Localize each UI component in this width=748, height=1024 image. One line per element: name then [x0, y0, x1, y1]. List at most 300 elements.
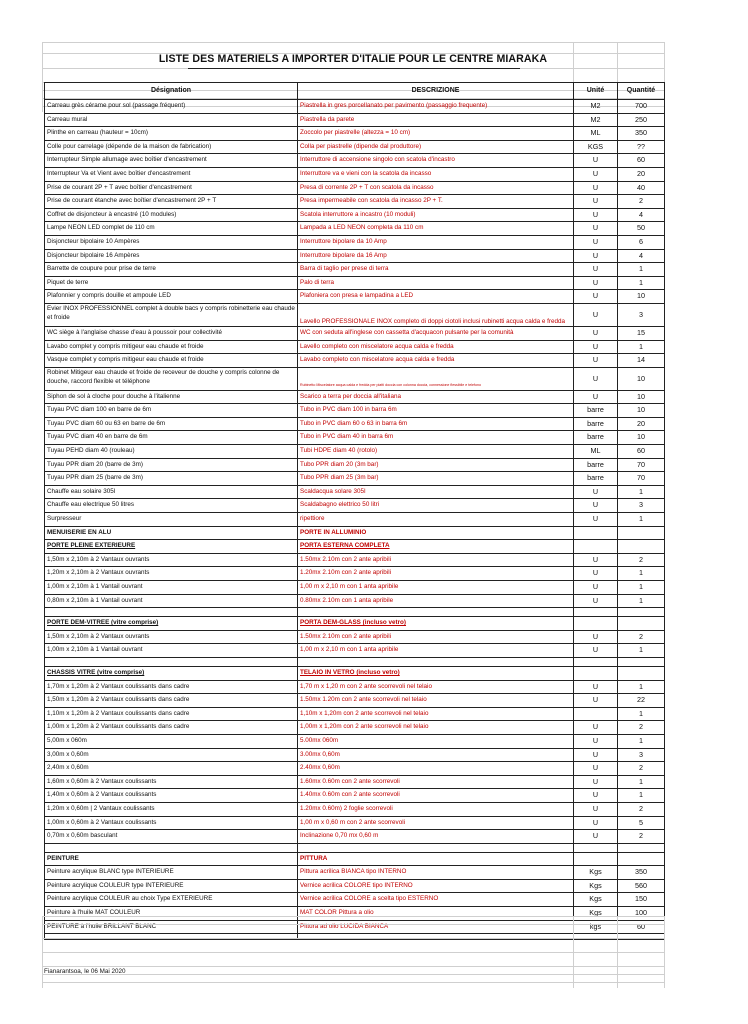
- quantite-cell: ??: [618, 140, 665, 154]
- unite-cell: [574, 540, 618, 554]
- spacer-cell: [298, 657, 574, 666]
- descrizione-cell: Interruttore bipolare da 16 Amp: [298, 249, 574, 263]
- quantite-cell: 100: [618, 907, 665, 921]
- quantite-cell: 2: [618, 553, 665, 567]
- unite-cell: Kgs: [574, 893, 618, 907]
- quantite-cell: 20: [618, 167, 665, 181]
- spacer-row: [45, 657, 665, 666]
- quantite-cell: 2: [618, 630, 665, 644]
- designation-cell: Vasque complet y compris mitigeur eau chaude et froide: [45, 354, 298, 368]
- descrizione-cell: 5.00mx 060m: [298, 734, 574, 748]
- unite-cell: U: [574, 567, 618, 581]
- designation-cell: 1,20m x 0,60m | 2 Vantaux coulissants: [45, 802, 298, 816]
- descrizione-cell: Presa impermeabile con scatola da incasso 2P + T.: [298, 195, 574, 209]
- quantite-cell: 2: [618, 830, 665, 844]
- designation-cell: Prise de courant étanche avec boîtier d'encastrement 2P + T: [45, 195, 298, 209]
- table-row: [45, 431, 665, 445]
- quantite-cell: 350: [618, 127, 665, 141]
- quantite-cell: 3: [618, 303, 665, 326]
- descrizione-cell: 1,10m x 1,20m con 2 ante scorrevoli nel telaio: [298, 707, 574, 721]
- descrizione-cell: Tubo PPR diam 20 (3m bar): [298, 458, 574, 472]
- table-row: [45, 181, 665, 195]
- descrizione-cell: Scaldabagno elettrico 50 litri: [298, 499, 574, 513]
- quantite-cell: 3: [618, 499, 665, 513]
- unite-cell: U: [574, 154, 618, 168]
- quantite-cell: 2: [618, 802, 665, 816]
- table-row: [45, 458, 665, 472]
- unite-cell: U: [574, 276, 618, 290]
- table-row: [45, 127, 665, 141]
- header-quantite: Quantité: [618, 83, 665, 100]
- table-row: [45, 167, 665, 181]
- unite-cell: [574, 666, 618, 680]
- designation-cell: Evier INOX PROFESSIONNEL complet à double bacs y compris robinetterie eau chaude et froide: [45, 303, 298, 326]
- designation-cell: MENUISERIE EN ALU: [45, 526, 298, 540]
- table-row: [45, 367, 665, 390]
- designation-cell: Colle pour carrelage (dépende de la maison de fabrication): [45, 140, 298, 154]
- footer-date: Fianarantsoa, le 06 Mai 2020: [44, 968, 126, 975]
- designation-cell: Tuyau PVC diam 60 ou 63 en barre de 6m: [45, 417, 298, 431]
- descrizione-cell: 1.60mx 0.60m con 2 ante scorrevoli: [298, 775, 574, 789]
- descrizione-cell: Colla per piastrelle (dipende dal produttore): [298, 140, 574, 154]
- designation-cell: Tuyau PPR diam 25 (barre de 3m): [45, 472, 298, 486]
- quantite-cell: 1: [618, 789, 665, 803]
- table-row: [45, 694, 665, 708]
- unite-cell: U: [574, 721, 618, 735]
- descrizione-cell: 1.20mx 2.10m con 2 ante apribili: [298, 567, 574, 581]
- quantite-cell: 700: [618, 100, 665, 114]
- table-row: [45, 567, 665, 581]
- descrizione-cell: Scaldacqua solare 305l: [298, 485, 574, 499]
- quantite-cell: [618, 617, 665, 631]
- quantite-cell: 22: [618, 694, 665, 708]
- table-row: [45, 485, 665, 499]
- quantite-cell: 60: [618, 154, 665, 168]
- designation-cell: Coffret de disjoncteur à encastré (10 modules): [45, 208, 298, 222]
- unite-cell: Kgs: [574, 879, 618, 893]
- spacer-cell: [618, 843, 665, 852]
- unite-cell: U: [574, 802, 618, 816]
- materials-table: [44, 82, 665, 940]
- unite-cell: KGS: [574, 140, 618, 154]
- descrizione-cell: Interruttore di accensione singolo con scatola d'incastro: [298, 154, 574, 168]
- unite-cell: U: [574, 235, 618, 249]
- designation-cell: 1,50m x 1,20m à 2 Vantaux coulissants dans cadre: [45, 694, 298, 708]
- designation-cell: 1,00m x 2,10m à 1 Vantail ouvrant: [45, 581, 298, 595]
- unite-cell: U: [574, 326, 618, 340]
- quantite-cell: 1: [618, 485, 665, 499]
- unite-cell: Kgs: [574, 907, 618, 921]
- designation-cell: Siphon de sol à cloche pour douche à l'italienne: [45, 390, 298, 404]
- descrizione-cell: 2.40mx 0,60m: [298, 762, 574, 776]
- descrizione-cell: PORTA DEM-GLASS (incluso vetro): [298, 617, 574, 631]
- descrizione-cell: 1.20mx 0.60m) 2 foglie scorrevoli: [298, 802, 574, 816]
- unite-cell: [574, 617, 618, 631]
- bottom-grid: [42, 916, 664, 988]
- table-row: [45, 113, 665, 127]
- table-row: [45, 472, 665, 486]
- descrizione-cell: Piastrella in gres porcellanato per pavimento (passaggio frequente): [298, 100, 574, 114]
- quantite-cell: 15: [618, 326, 665, 340]
- table-row: [45, 326, 665, 340]
- spacer-cell: [574, 657, 618, 666]
- quantite-cell: 560: [618, 879, 665, 893]
- table-row: [45, 734, 665, 748]
- unite-cell: U: [574, 553, 618, 567]
- unite-cell: U: [574, 290, 618, 304]
- table-row: [45, 581, 665, 595]
- descrizione-cell: Lampada a LED NEON completa da 110 cm: [298, 222, 574, 236]
- unite-cell: U: [574, 762, 618, 776]
- designation-cell: 1,10m x 1,20m à 2 Vantaux coulissants dans cadre: [45, 707, 298, 721]
- quantite-cell: 1: [618, 263, 665, 277]
- unite-cell: U: [574, 181, 618, 195]
- spacer-cell: [618, 608, 665, 617]
- table-row: [45, 594, 665, 608]
- table-row: [45, 680, 665, 694]
- descrizione-cell: Palo di terra: [298, 276, 574, 290]
- quantite-cell: [618, 540, 665, 554]
- designation-cell: 0,70m x 0,60m basculant: [45, 830, 298, 844]
- quantite-cell: 1: [618, 734, 665, 748]
- quantite-cell: 6: [618, 235, 665, 249]
- designation-cell: Lavabo complet y compris mitigeur eau chaude et froide: [45, 340, 298, 354]
- unite-cell: barre: [574, 417, 618, 431]
- table-row: [45, 354, 665, 368]
- designation-cell: Chauffe eau electrique 50 litres: [45, 499, 298, 513]
- unite-cell: U: [574, 367, 618, 390]
- quantite-cell: 250: [618, 113, 665, 127]
- unite-cell: U: [574, 644, 618, 658]
- unite-cell: U: [574, 630, 618, 644]
- table-row: [45, 540, 665, 554]
- table-row: [45, 154, 665, 168]
- table-row: [45, 526, 665, 540]
- unite-cell: U: [574, 694, 618, 708]
- table-row: [45, 340, 665, 354]
- descrizione-cell: 1.40mx 0.60m con 2 ante scorrevoli: [298, 789, 574, 803]
- designation-cell: Plafonnier y compris douille et ampoule LED: [45, 290, 298, 304]
- quantite-cell: 2: [618, 762, 665, 776]
- unite-cell: U: [574, 734, 618, 748]
- descrizione-cell: Tubo PPR diam 25 (3m bar): [298, 472, 574, 486]
- table-row: [45, 775, 665, 789]
- quantite-cell: 70: [618, 458, 665, 472]
- descrizione-cell: 1.50mx 2.10m con 2 ante apribili: [298, 630, 574, 644]
- designation-cell: Robinet Mitigeur eau chaude et froide de receveur de douche y compris colonne de douche, raccord flexible et téléphone: [45, 367, 298, 390]
- table-row: [45, 100, 665, 114]
- designation-cell: Peinture acrylique BLANC type INTERIEURE: [45, 866, 298, 880]
- table-row: [45, 404, 665, 418]
- descrizione-cell: Vernice acrilica COLORE a scelta tipo ESTERNO: [298, 893, 574, 907]
- designation-cell: 1,40m x 0,60m à 2 Vantaux coulissants: [45, 789, 298, 803]
- quantite-cell: 1: [618, 644, 665, 658]
- table-row: [45, 816, 665, 830]
- unite-cell: kgs: [574, 920, 618, 934]
- unite-cell: U: [574, 249, 618, 263]
- descrizione-cell: Inclinazione 0,70 mx 0,60 m: [298, 830, 574, 844]
- unite-cell: U: [574, 816, 618, 830]
- unite-cell: [574, 526, 618, 540]
- quantite-cell: 10: [618, 404, 665, 418]
- quantite-cell: 10: [618, 431, 665, 445]
- designation-cell: Peinture acrylique COULEUR type INTERIEURE: [45, 879, 298, 893]
- unite-cell: U: [574, 340, 618, 354]
- descrizione-cell: Tubo in PVC diam 100 in barra 6m: [298, 404, 574, 418]
- unite-cell: U: [574, 167, 618, 181]
- descrizione-cell: 1,70 m x 1,20 m con 2 ante scorrevoli nel telaio: [298, 680, 574, 694]
- unite-cell: U: [574, 499, 618, 513]
- designation-cell: 1,50m x 2,10m à 2 Vantaux ouvrants: [45, 553, 298, 567]
- unite-cell: U: [574, 263, 618, 277]
- quantite-cell: 1: [618, 340, 665, 354]
- descrizione-cell: Tubo in PVC diam 40 in barra 6m: [298, 431, 574, 445]
- designation-cell: 1,00m x 0,60m à 2 Vantaux coulissants: [45, 816, 298, 830]
- unite-cell: barre: [574, 431, 618, 445]
- designation-cell: PORTE PLEINE EXTERIEURE: [45, 540, 298, 554]
- descrizione-cell: WC con seduta all'inglese con cassetta d'acquacon pulsante per la comunità: [298, 326, 574, 340]
- descrizione-cell: ripettiore: [298, 513, 574, 527]
- quantite-cell: 10: [618, 290, 665, 304]
- designation-cell: Tuyau PVC diam 100 en barre de 6m: [45, 404, 298, 418]
- descrizione-cell: Lavello PROFESSIONALE INOX completo di doppi ciotoli inclusi rubinetti acqua calda e fredda: [298, 303, 574, 326]
- unite-cell: U: [574, 748, 618, 762]
- descrizione-cell: PORTA ESTERNA COMPLETA: [298, 540, 574, 554]
- descrizione-cell: Tubi HDPE diam 40 (rotolo): [298, 445, 574, 459]
- table-row: [45, 445, 665, 459]
- table-row: [45, 762, 665, 776]
- descrizione-cell: Barra di taglio per prese di terra: [298, 263, 574, 277]
- spacer-cell: [618, 657, 665, 666]
- designation-cell: WC siège à l'anglaise chasse d'eau à poussoir pour collectivité: [45, 326, 298, 340]
- table-row: [45, 140, 665, 154]
- spacer-cell: [298, 608, 574, 617]
- designation-cell: Carreau grès cérame pour sol (passage fréquent): [45, 100, 298, 114]
- descrizione-cell: Lavabo completo con miscelatore acqua calda e fredda: [298, 354, 574, 368]
- unite-cell: Kgs: [574, 866, 618, 880]
- unite-cell: barre: [574, 404, 618, 418]
- designation-cell: PEINTURE: [45, 852, 298, 866]
- table-row: [45, 553, 665, 567]
- quantite-cell: 2: [618, 721, 665, 735]
- table-row: [45, 852, 665, 866]
- quantite-cell: 1: [618, 594, 665, 608]
- quantite-cell: 4: [618, 249, 665, 263]
- quantite-cell: [618, 526, 665, 540]
- designation-cell: Interrupteur Va et Vient avec boîtier d'encastrement: [45, 167, 298, 181]
- table-row: [45, 617, 665, 631]
- descrizione-cell: 1.50mx 2.10m con 2 ante apribili: [298, 553, 574, 567]
- unite-cell: barre: [574, 472, 618, 486]
- quantite-cell: [618, 852, 665, 866]
- table-row: [45, 644, 665, 658]
- unite-cell: U: [574, 594, 618, 608]
- designation-cell: Surpresseur: [45, 513, 298, 527]
- table-row: [45, 879, 665, 893]
- designation-cell: Chauffe eau solaire 305l: [45, 485, 298, 499]
- descrizione-cell: Scatola interruttore a incastro (10 moduli): [298, 208, 574, 222]
- table-row: [45, 263, 665, 277]
- table-row: [45, 802, 665, 816]
- table-body: [45, 100, 665, 940]
- unite-cell: U: [574, 208, 618, 222]
- quantite-cell: [618, 666, 665, 680]
- quantite-cell: 5: [618, 816, 665, 830]
- quantite-cell: 1: [618, 276, 665, 290]
- designation-cell: 0,80m x 2,10m à 1 Vantail ouvrant: [45, 594, 298, 608]
- designation-cell: Piquet de terre: [45, 276, 298, 290]
- table-row: [45, 390, 665, 404]
- table-row: [45, 249, 665, 263]
- designation-cell: PEINTURE à l'huile BRILLANT BLANC: [45, 920, 298, 934]
- quantite-cell: 20: [618, 417, 665, 431]
- quantite-cell: 1: [618, 513, 665, 527]
- header-designation: Désignation: [45, 83, 298, 100]
- quantite-cell: 150: [618, 893, 665, 907]
- descrizione-cell: 1,00 m x 0,60 m con 2 ante scorrevoli: [298, 816, 574, 830]
- descrizione-cell: 1.50mx 1.20m con 2 ante scorrevoli nel telaio: [298, 694, 574, 708]
- table-row: [45, 630, 665, 644]
- designation-cell: CHASSIS VITRE (vitre comprise): [45, 666, 298, 680]
- descrizione-cell: Vernice acrilica COLORE tipo INTERNO: [298, 879, 574, 893]
- designation-cell: Lampe NEON LED complet de 110 cm: [45, 222, 298, 236]
- unite-cell: U: [574, 513, 618, 527]
- title-underline: [188, 68, 520, 69]
- table-row: [45, 830, 665, 844]
- table-row: [45, 499, 665, 513]
- unite-cell: U: [574, 775, 618, 789]
- designation-cell: 1,50m x 2,10m à 2 Vantaux ouvrants: [45, 630, 298, 644]
- quantite-cell: 10: [618, 367, 665, 390]
- table-row: [45, 290, 665, 304]
- unite-cell: ML: [574, 445, 618, 459]
- designation-cell: 1,70m x 1,20m à 2 Vantaux coulissants dans cadre: [45, 680, 298, 694]
- quantite-cell: 1: [618, 567, 665, 581]
- quantite-cell: 60: [618, 445, 665, 459]
- descrizione-cell: 1,00 m x 2,10 m con 1 anta apribile: [298, 581, 574, 595]
- unite-cell: U: [574, 789, 618, 803]
- table-row: [45, 208, 665, 222]
- quantite-cell: 1: [618, 775, 665, 789]
- descrizione-cell: Interruttore bipolare da 10 Amp: [298, 235, 574, 249]
- quantite-cell: 1: [618, 680, 665, 694]
- designation-cell: 5,00m x 060m: [45, 734, 298, 748]
- designation-cell: Tuyau PVC diam 40 en barre de 6m: [45, 431, 298, 445]
- table-row: [45, 195, 665, 209]
- designation-cell: 1,00m x 1,20m à 2 Vantaux coulissants dans cadre: [45, 721, 298, 735]
- designation-cell: 3,00m x 0,60m: [45, 748, 298, 762]
- document-title: LISTE DES MATERIELS A IMPORTER D'ITALIE POUR LE CENTRE MIARAKA: [158, 53, 548, 65]
- designation-cell: 1,60m x 0,60m à 2 Vantaux coulissants: [45, 775, 298, 789]
- table-row: [45, 417, 665, 431]
- descrizione-cell: Scarico a terra per doccia all'italiana: [298, 390, 574, 404]
- table-row: [45, 707, 665, 721]
- descrizione-cell: Zoccolo per piastrelle (altezza = 10 cm): [298, 127, 574, 141]
- spacer-cell: [298, 843, 574, 852]
- descrizione-cell: 1,00 m x 2,10 m con 1 anta apribile: [298, 644, 574, 658]
- table-row: [45, 721, 665, 735]
- designation-cell: Tuyau PEHD diam 40 (rouleau): [45, 445, 298, 459]
- unite-cell: [574, 707, 618, 721]
- header-unite: Unité: [574, 83, 618, 100]
- descrizione-cell: Pittura acrilica BIANCA tipo INTERNO: [298, 866, 574, 880]
- spacer-cell: [574, 608, 618, 617]
- descrizione-cell: Piastrella da parete: [298, 113, 574, 127]
- unite-cell: ML: [574, 127, 618, 141]
- unite-cell: barre: [574, 458, 618, 472]
- quantite-cell: 70: [618, 472, 665, 486]
- table-header-row: [45, 83, 665, 100]
- unite-cell: U: [574, 354, 618, 368]
- quantite-cell: 10: [618, 390, 665, 404]
- quantite-cell: 40: [618, 181, 665, 195]
- table-row: [45, 893, 665, 907]
- unite-cell: U: [574, 680, 618, 694]
- descrizione-cell: 0.80mx 2.10m con 1 anta apribile: [298, 594, 574, 608]
- table-row: [45, 222, 665, 236]
- spacer-cell: [574, 843, 618, 852]
- table-row: [45, 235, 665, 249]
- designation-cell: Disjoncteur bipolaire 16 Ampères: [45, 249, 298, 263]
- quantite-cell: 50: [618, 222, 665, 236]
- spacer-cell: [45, 657, 298, 666]
- unite-cell: M2: [574, 113, 618, 127]
- quantite-cell: 1: [618, 707, 665, 721]
- table-row: [45, 748, 665, 762]
- designation-cell: Peinture acrylique COULEUR au choix Type EXTERIEURE: [45, 893, 298, 907]
- designation-cell: Peinture à l'huile MAT COULEUR: [45, 907, 298, 921]
- designation-cell: Plinthe en carreau (hauteur = 10cm): [45, 127, 298, 141]
- designation-cell: Carreau mural: [45, 113, 298, 127]
- unite-cell: U: [574, 390, 618, 404]
- designation-cell: Interrupteur Simple allumage avec boîtier d'encastrement: [45, 154, 298, 168]
- header-descrizione: DESCRIZIONE: [298, 83, 574, 100]
- descrizione-cell: 1,00m x 1,20m con 2 ante scorrevoli nel telaio: [298, 721, 574, 735]
- descrizione-cell: Presa di corrente 2P + T con scatola da incasso: [298, 181, 574, 195]
- descrizione-cell: MAT COLOR Pittura a olio: [298, 907, 574, 921]
- descrizione-cell: Lavello completo con miscelatore acqua calda e fredda: [298, 340, 574, 354]
- spacer-row: [45, 608, 665, 617]
- unite-cell: U: [574, 485, 618, 499]
- table-row: [45, 513, 665, 527]
- unite-cell: U: [574, 222, 618, 236]
- unite-cell: U: [574, 195, 618, 209]
- quantite-cell: 14: [618, 354, 665, 368]
- designation-cell: 1,00m x 2,10m à 1 Vantail ouvrant: [45, 644, 298, 658]
- descrizione-cell: Plafoniera con presa e lampadina a LED: [298, 290, 574, 304]
- designation-cell: Disjoncteur bipolaire 10 Ampères: [45, 235, 298, 249]
- table-row: [45, 276, 665, 290]
- quantite-cell: 3: [618, 748, 665, 762]
- quantite-cell: 350: [618, 866, 665, 880]
- descrizione-cell: Pittura ad olio LUCIDA BIANCA: [298, 920, 574, 934]
- unite-cell: [574, 852, 618, 866]
- designation-cell: Barrette de coupure pour prise de terre: [45, 263, 298, 277]
- descrizione-cell: Rubinetto Miscelatore acqua calda e fredda per piatti doccia con colonna doccia, connessione flessibile e telefono: [298, 367, 574, 390]
- quantite-cell: 2: [618, 195, 665, 209]
- unite-cell: U: [574, 303, 618, 326]
- table-row: [45, 789, 665, 803]
- descrizione-cell: Interruttore va e vieni con la scatola da incasso: [298, 167, 574, 181]
- designation-cell: 2,40m x 0,60m: [45, 762, 298, 776]
- spacer-row: [45, 843, 665, 852]
- descrizione-cell: 3.00mx 0,60m: [298, 748, 574, 762]
- table-row: [45, 666, 665, 680]
- unite-cell: U: [574, 830, 618, 844]
- designation-cell: PORTE DEM-VITREE (vitre comprise): [45, 617, 298, 631]
- designation-cell: Tuyau PPR diam 20 (barre de 3m): [45, 458, 298, 472]
- table-row: [45, 303, 665, 326]
